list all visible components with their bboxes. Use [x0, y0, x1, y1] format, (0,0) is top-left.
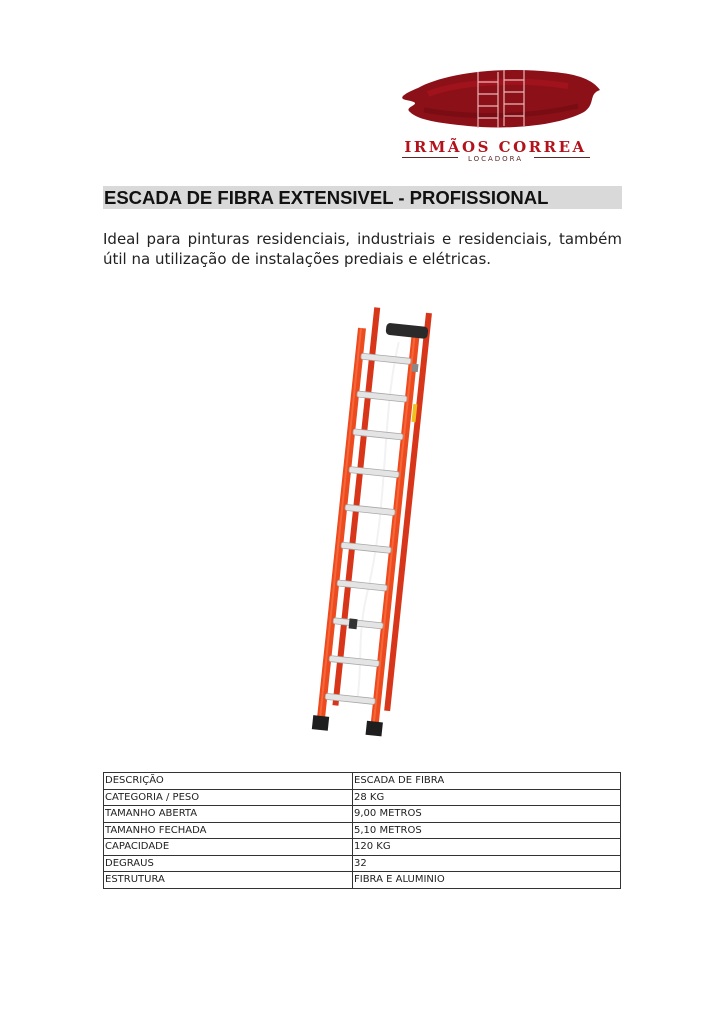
spec-key-cell: CAPACIDADE — [104, 839, 353, 856]
table-row — [104, 872, 621, 889]
specs-table-body — [104, 773, 621, 889]
spec-value-cell: FIBRA E ALUMINIO — [353, 872, 621, 889]
company-logo — [388, 60, 620, 168]
spec-value-cell: 120 KG — [353, 839, 621, 856]
logo-brush-icon — [388, 60, 620, 140]
spec-value-cell: 9,00 METROS — [353, 806, 621, 823]
table-row — [104, 773, 621, 790]
spec-key-cell: CATEGORIA / PESO — [104, 789, 353, 806]
spec-value-cell: 28 KG — [353, 789, 621, 806]
page-title: ESCADA DE FIBRA EXTENSIVEL - PROFISSIONAL — [104, 187, 549, 208]
logo-name: IRMÃOS CORREA — [404, 138, 587, 156]
spec-key-cell: DESCRIÇÃO — [104, 773, 353, 790]
table-row — [104, 822, 621, 839]
product-image — [300, 300, 440, 740]
specs-table — [103, 772, 621, 889]
logo-divider-right — [534, 157, 590, 158]
spec-value-cell: 32 — [353, 855, 621, 872]
spec-key-cell: TAMANHO FECHADA — [104, 822, 353, 839]
spec-value-cell: ESCADA DE FIBRA — [353, 773, 621, 790]
spec-value-cell: 5,10 METROS — [353, 822, 621, 839]
product-description: Ideal para pinturas residenciais, industriais e residenciais, também útil na utilização de instalações prediais e elétricas. — [103, 230, 622, 268]
spec-key-cell: ESTRUTURA — [104, 872, 353, 889]
extension-ladder-image — [300, 300, 440, 740]
logo-subtitle: LOCADORA — [467, 155, 524, 163]
page-title-bar — [103, 186, 622, 209]
table-row — [104, 855, 621, 872]
table-row — [104, 806, 621, 823]
table-row — [104, 789, 621, 806]
table-row — [104, 839, 621, 856]
spec-key-cell: DEGRAUS — [104, 855, 353, 872]
spec-key-cell: TAMANHO ABERTA — [104, 806, 353, 823]
